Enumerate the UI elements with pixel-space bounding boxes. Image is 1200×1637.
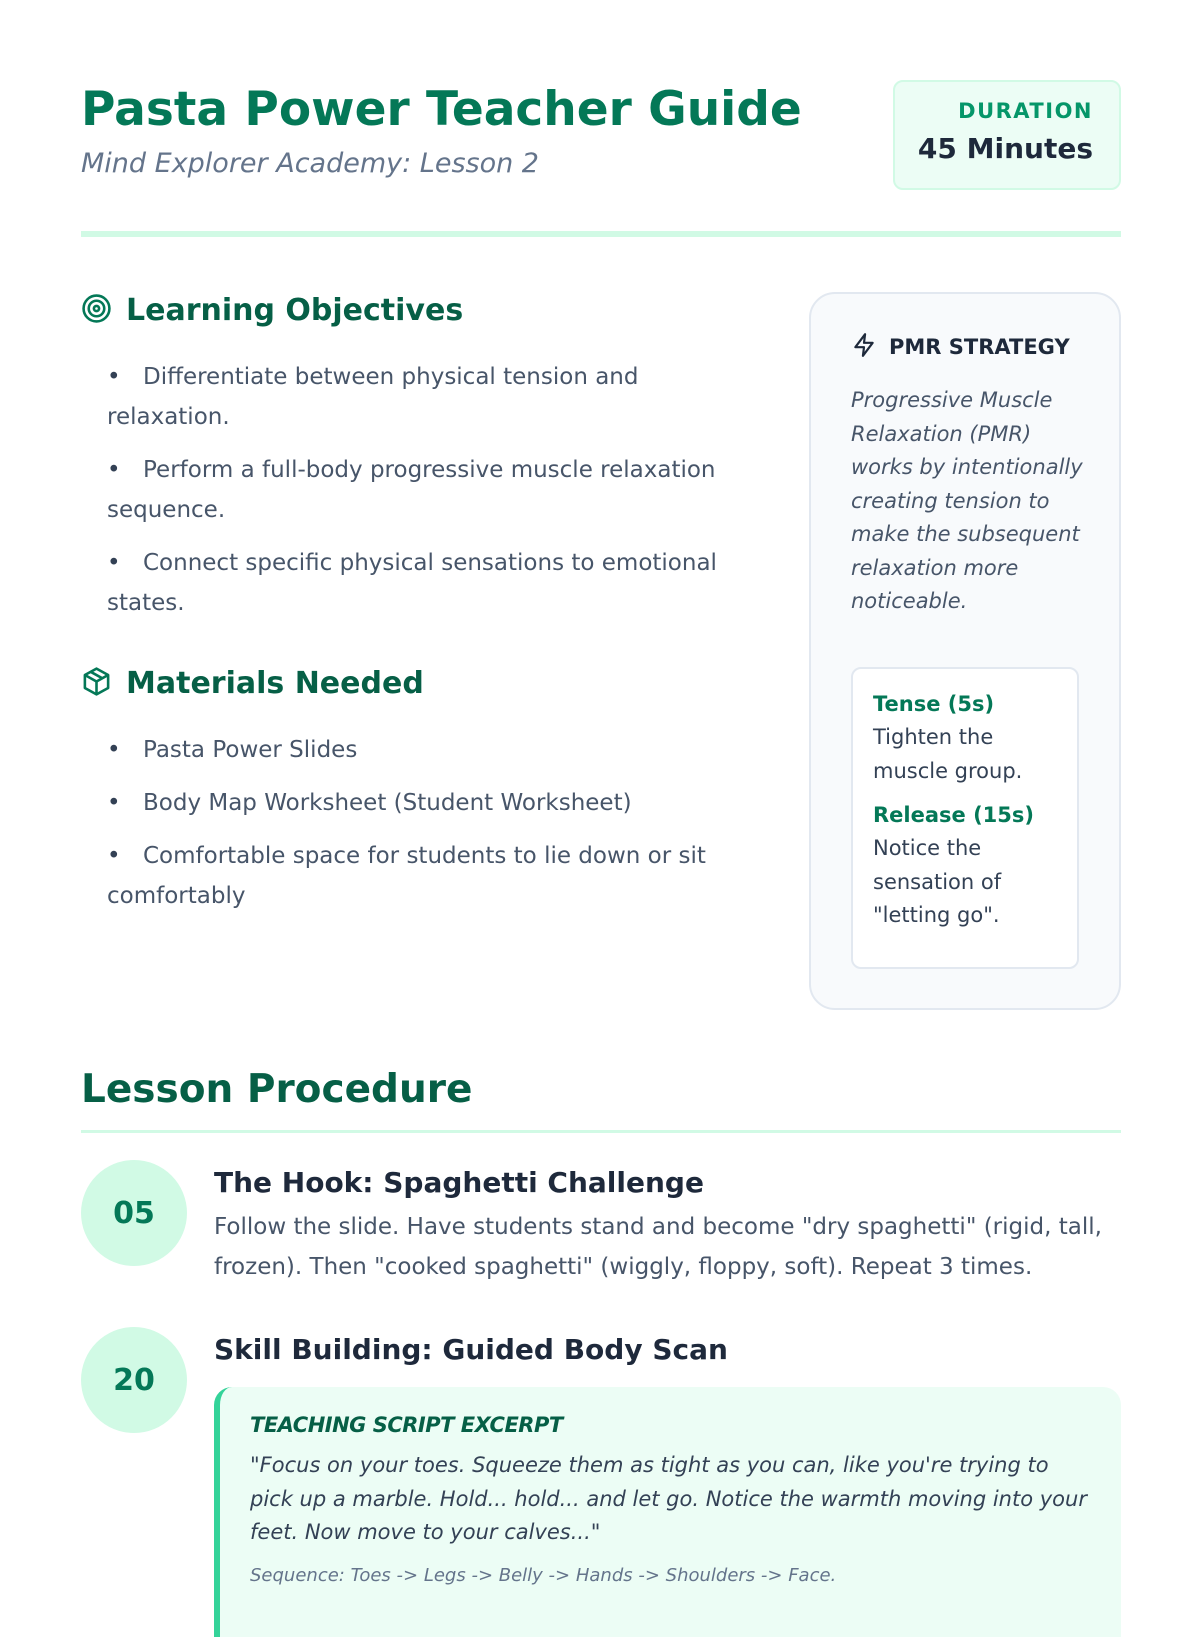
page-subtitle: Mind Explorer Academy: Lesson 2 bbox=[81, 148, 539, 179]
step-minutes-badge: 05 bbox=[81, 1160, 187, 1266]
release-step-label: Release (15s) bbox=[873, 803, 1034, 827]
script-sequence: Sequence: Toes -> Legs -> Belly -> Hands -> Shoulders -> Face. bbox=[250, 1564, 837, 1586]
list-item: • Differentiate between physical tension and relaxation. bbox=[107, 364, 639, 430]
script-quote: "Focus on your toes. Squeeze them as tight as you can, like you're trying to pick up a marble. Hold... hold... and let go. Notice the warmth moving into your feet. Now move to your calves..." bbox=[250, 1453, 1087, 1544]
strategy-description: Progressive Muscle Relaxation (PMR) works by intentionally creating tension to make the subsequent relaxation more noticeable. bbox=[851, 388, 1083, 613]
strategy-title: PMR STRATEGY bbox=[889, 335, 1070, 359]
list-item: • Connect specific physical sensations to emotional states. bbox=[107, 550, 717, 616]
objectives-header bbox=[81, 293, 463, 328]
tense-step-label: Tense (5s) bbox=[873, 692, 995, 716]
objectives-title: Learning Objectives bbox=[126, 293, 464, 328]
materials-list bbox=[107, 730, 757, 929]
release-step-description: Notice the sensation of "letting go". bbox=[873, 836, 1002, 927]
materials-header bbox=[81, 666, 424, 701]
step-title: The Hook: Spaghetti Challenge bbox=[214, 1166, 704, 1199]
step-title: Skill Building: Guided Body Scan bbox=[214, 1333, 728, 1366]
header-divider bbox=[81, 231, 1121, 237]
pmr-steps-card bbox=[851, 667, 1079, 969]
box-icon bbox=[81, 666, 112, 701]
tense-step-description: Tighten the muscle group. bbox=[873, 725, 1023, 783]
duration-value: 45 Minutes bbox=[917, 132, 1093, 165]
procedure-title: Lesson Procedure bbox=[81, 1067, 473, 1112]
step-minutes-badge: 20 bbox=[81, 1327, 187, 1433]
duration-card bbox=[893, 80, 1121, 190]
page-title: Pasta Power Teacher Guide bbox=[81, 82, 802, 137]
objectives-list bbox=[107, 357, 757, 636]
step-description: Follow the slide. Have students stand and become "dry spaghetti" (rigid, tall, frozen). Then "cooked spaghetti" (wiggly, floppy, soft). Repeat 3 times. bbox=[214, 1214, 1102, 1280]
list-item: • Body Map Worksheet (Student Worksheet) bbox=[107, 790, 632, 816]
list-item: • Pasta Power Slides bbox=[107, 737, 358, 763]
list-item: • Perform a full-body progressive muscle relaxation sequence. bbox=[107, 457, 716, 523]
pmr-strategy-card bbox=[809, 292, 1121, 1010]
teacher-guide-page bbox=[81, 0, 1121, 1600]
strategy-header bbox=[851, 332, 1070, 362]
duration-label: DURATION bbox=[958, 99, 1093, 123]
list-item: • Comfortable space for students to lie down or sit comfortably bbox=[107, 843, 706, 909]
materials-title: Materials Needed bbox=[126, 666, 424, 701]
procedure-divider bbox=[81, 1130, 1121, 1133]
target-icon bbox=[81, 293, 112, 328]
lightning-icon bbox=[851, 332, 877, 362]
script-label: TEACHING SCRIPT EXCERPT bbox=[250, 1413, 563, 1437]
